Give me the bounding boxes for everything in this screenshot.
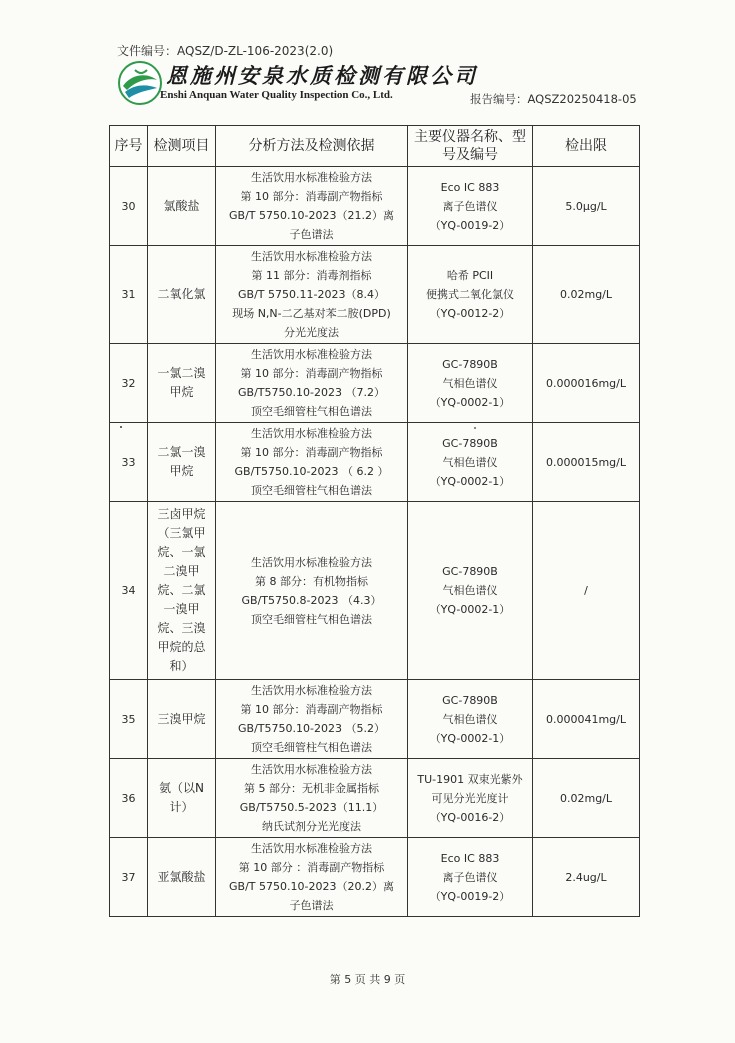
cell-item: 氨（以N计）	[148, 759, 216, 838]
instrument-line: （YQ-0002-1）	[429, 474, 511, 488]
method-line: 第 5 部分：无机非金属指标	[244, 782, 379, 795]
method-line: 生活饮用水标准检验方法	[251, 348, 372, 361]
method-line: GB/T5750.10-2023 （7.2）	[238, 386, 385, 399]
method-line: GB/T5750.8-2023 （4.3）	[241, 593, 382, 607]
method-line: 生活饮用水标准检验方法	[251, 427, 372, 440]
header-limit: 检出限	[533, 126, 640, 167]
method-line: 纳氏试剂分光光度法	[262, 820, 361, 833]
header-no: 序号	[110, 126, 148, 167]
method-line: GB/T5750.10-2023 （5.2）	[238, 722, 385, 735]
cell-no: 32	[110, 344, 148, 423]
method-line: 生活饮用水标准检验方法	[251, 684, 372, 697]
header-item: 检测项目	[148, 126, 216, 167]
cell-method	[216, 502, 408, 680]
cell-instrument	[408, 680, 533, 759]
cell-limit: 0.000041mg/L	[533, 680, 640, 759]
cell-limit: 0.02mg/L	[533, 246, 640, 344]
cell-limit: 0.000016mg/L	[533, 344, 640, 423]
instrument-line: TU-1901 双束光紫外	[417, 772, 523, 786]
cell-method	[216, 423, 408, 502]
instrument-line: GC-7890B	[442, 693, 498, 707]
method-line: 生活饮用水标准检验方法	[251, 842, 372, 855]
method-line: 顶空毛细管柱气相色谱法	[251, 612, 372, 626]
cell-instrument	[408, 246, 533, 344]
table-row	[110, 680, 640, 759]
cell-method	[216, 344, 408, 423]
method-line: GB/T 5750.11-2023（8.4）	[238, 288, 385, 301]
method-line: 第 11 部分：消毒剂指标	[251, 269, 372, 282]
inspection-method-table	[109, 125, 640, 917]
document-number: 文件编号：AQSZ/D-ZL-106-2023(2.0)	[117, 44, 334, 58]
instrument-line: 气相色谱仪	[442, 455, 498, 469]
table-row	[110, 167, 640, 246]
instrument-line: 离子色谱仪	[442, 199, 498, 213]
method-line: 生活饮用水标准检验方法	[251, 171, 372, 184]
method-line: 顶空毛细管柱气相色谱法	[251, 405, 372, 418]
cell-item: 二氧化氯	[148, 246, 216, 344]
table-row	[110, 344, 640, 423]
method-line: 第 10 部分：消毒副产物指标	[240, 446, 383, 459]
cell-limit: /	[533, 502, 640, 680]
cell-limit: 0.02mg/L	[533, 759, 640, 838]
header-method: 分析方法及检测依据	[216, 126, 408, 167]
instrument-line: 气相色谱仪	[442, 376, 498, 390]
company-logo-icon	[117, 60, 163, 106]
table-row	[110, 838, 640, 917]
instrument-line: （YQ-0002-1）	[429, 395, 511, 409]
method-line: 第 10 部分：消毒副产物指标	[240, 703, 383, 716]
instrument-line: （YQ-0012-2）	[429, 307, 511, 320]
instrument-line: GC-7890B	[442, 436, 498, 450]
cell-instrument	[408, 344, 533, 423]
method-line: 顶空毛细管柱气相色谱法	[251, 484, 372, 497]
cell-item: 氯酸盐	[148, 167, 216, 246]
cell-no: 31	[110, 246, 148, 344]
instrument-line: （YQ-0002-1）	[429, 731, 511, 745]
method-line: 分光光度法	[284, 326, 339, 339]
cell-item: 三卤甲烷（三氯甲烷、一氯二溴甲烷、二氯一溴甲烷、三溴甲烷的总和）	[148, 502, 216, 680]
cell-instrument	[408, 838, 533, 917]
instrument-line: 气相色谱仪	[442, 712, 498, 726]
method-line: 生活饮用水标准检验方法	[251, 250, 372, 263]
cell-item: 三溴甲烷	[148, 680, 216, 759]
cell-instrument	[408, 423, 533, 502]
cell-instrument	[408, 167, 533, 246]
instrument-line: GC-7890B	[442, 357, 498, 371]
method-line: GB/T 5750.10-2023（21.2）离	[229, 209, 394, 222]
cell-method	[216, 167, 408, 246]
instrument-line: （YQ-0019-2）	[429, 218, 511, 232]
method-line: 现场 N,N-二乙基对苯二胺(DPD)	[232, 307, 391, 320]
method-line: 生活饮用水标准检验方法	[251, 555, 372, 569]
method-line: 子色谱法	[289, 899, 334, 912]
table-row	[110, 502, 640, 680]
scan-mark	[120, 426, 122, 428]
page-number: 第 5 页 共 9 页	[329, 973, 406, 986]
instrument-line: Eco IC 883	[440, 180, 500, 194]
method-line: 第 10 部分：消毒副产物指标	[240, 190, 383, 203]
cell-no: 30	[110, 167, 148, 246]
instrument-line: Eco IC 883	[440, 851, 500, 865]
method-line: GB/T5750.5-2023（11.1）	[239, 801, 384, 814]
cell-limit: 5.0μg/L	[533, 167, 640, 246]
method-line: 第 10 部分 ：消毒副产物指标	[238, 861, 385, 874]
cell-no: 34	[110, 502, 148, 680]
instrument-line: （YQ-0002-1）	[429, 603, 511, 616]
cell-method	[216, 246, 408, 344]
cell-method	[216, 680, 408, 759]
cell-no: 36	[110, 759, 148, 838]
method-line: 子色谱法	[289, 228, 334, 241]
cell-method	[216, 759, 408, 838]
method-line: GB/T5750.10-2023 （ 6.2 ）	[234, 465, 389, 478]
instrument-line: 可见分光光度计	[431, 791, 509, 805]
company-name-en: Enshi Anquan Water Quality Inspection Co., Ltd.	[160, 89, 393, 101]
instrument-line: （YQ-0016-2）	[429, 810, 511, 824]
cell-item: 一氯二溴甲烷	[148, 344, 216, 423]
cell-instrument	[408, 502, 533, 680]
cell-limit: 2.4ug/L	[533, 838, 640, 917]
cell-no: 37	[110, 838, 148, 917]
instrument-line: GC-7890B	[442, 565, 498, 578]
table-row	[110, 423, 640, 502]
instrument-line: 便携式二氧化氯仪	[426, 288, 514, 301]
method-line: 顶空毛细管柱气相色谱法	[251, 741, 372, 754]
cell-method	[216, 838, 408, 917]
instrument-line: 哈希 PCII	[446, 269, 494, 282]
method-line: GB/T 5750.10-2023（20.2）离	[229, 880, 394, 893]
cell-item: 亚氯酸盐	[148, 838, 216, 917]
company-name-cn: 恩施州安泉水质检测有限公司	[166, 63, 478, 88]
table-row	[110, 246, 640, 344]
header-instrument: 主要仪器名称、型号及编号	[408, 126, 533, 167]
table-header-row	[110, 126, 640, 167]
scan-mark	[474, 427, 476, 429]
cell-no: 35	[110, 680, 148, 759]
cell-instrument	[408, 759, 533, 838]
instrument-line: 离子色谱仪	[442, 870, 498, 884]
instrument-line: （YQ-0019-2）	[429, 889, 511, 903]
method-line: 第 10 部分：消毒副产物指标	[240, 367, 383, 380]
cell-item: 二氯一溴甲烷	[148, 423, 216, 502]
report-number: 报告编号：AQSZ20250418-05	[470, 92, 637, 106]
method-line: 第 8 部分：有机物指标	[255, 574, 368, 588]
instrument-line: 气相色谱仪	[442, 584, 498, 597]
method-line: 生活饮用水标准检验方法	[251, 763, 372, 776]
cell-no: 33	[110, 423, 148, 502]
cell-limit: 0.000015mg/L	[533, 423, 640, 502]
table-row	[110, 759, 640, 838]
